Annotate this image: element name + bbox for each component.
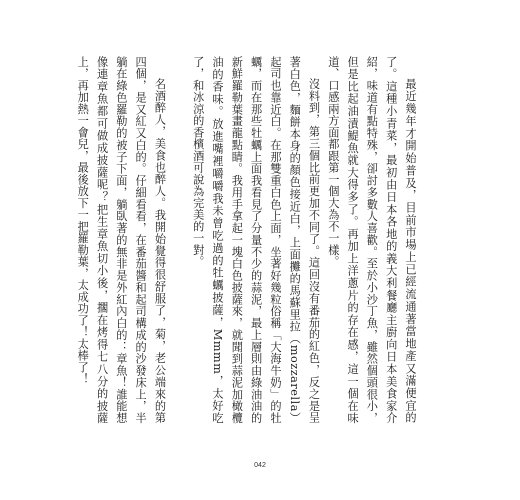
paragraph-3: 名酒醉人，美食也醉人。我開始覺得很舒服了，菊，老公端來的第四個，是又紅又白的。仔細看看，在番茄醬和起司構成的沙發床上，半躺在綠色羅勒的被子下面，躺臥著的無非是外紅內白的：章魚！誰能想像連章魚都可做成披薩呢？把生章魚切小後，擱在烤得七八分的披薩上，再加熱一會兒，最後放下一把羅勒葉，太成功了！太棒了！ xyxy=(76,56,167,424)
paragraph-2: 沒料到，第三個比前更加不同了。這回沒有番茄的紅色，反之是呈著白色，麵餅本身的顏色接近白，上面攤的馬蘇里拉（mozzarella）起司也靠近白。在那雙重白色上面，坐著好幾粒俗稱「大海牛奶」的牡蠣，而在那些牡蠣上面我看見了分量不少的蒜泥，最上層則由綠油油的新鮮羅勒葉畫龍點睛。我用手拿起一塊白色披薩來，就聞到蒜泥加橄欖油的香味。放進嘴裡嚼嚼我未曾吃過的牡蠣披薩，Mmmm，太好吃了，和冰涼的香檳酒可說為完美的一對。 xyxy=(191,56,321,424)
page-number: 042 xyxy=(254,462,266,469)
paragraph-1: 最近幾年才開始普及，目前市場上已經流通著當地產又滿便宜的了。這種小青菜，最初由日本各地的義大利餐廳主廚向日本美食家介紹，味道有點特殊，卻討多數人喜歡。至於小沙丁魚，雖然個頭很小，但是比起油漬鯷魚就大得多了。再加上洋蔥片的存在感，這一個在味道、口感兩方面都跟第一個大為不一樣。 xyxy=(326,56,417,424)
body-text xyxy=(76,56,420,424)
